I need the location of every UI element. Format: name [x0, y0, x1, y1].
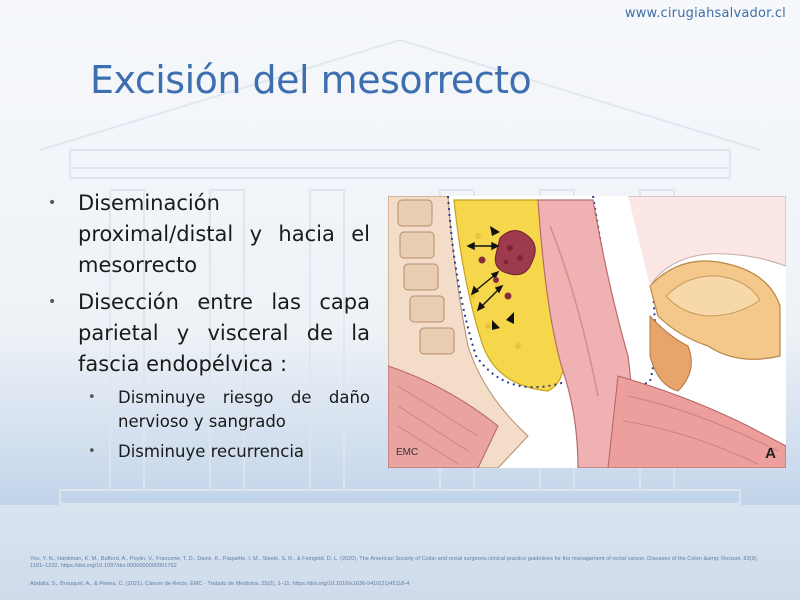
bullet-dot-icon: •	[88, 444, 96, 459]
bullet-dot-icon: •	[48, 294, 57, 310]
mesorectum-illustration	[388, 196, 786, 468]
sub-bullet-item	[44, 386, 370, 434]
bullet-item	[44, 188, 370, 281]
figure-panel-label: A	[765, 445, 776, 462]
bullet-text: Diseminación proximal/distal y hacia el mesorrecto	[78, 191, 370, 277]
emc-logo: EMC	[396, 447, 419, 458]
anatomy-figure	[388, 196, 786, 468]
sub-bullet-item	[44, 440, 370, 464]
reference-item: Abdalla, S., Brouquet, A., & Penna, C. (2021). Cáncer de Recto. EMC - Tratado de Medicina, 25(2), 1–11. https://doi.org/10.1016/s1636-5410(21)45118-4	[30, 581, 410, 587]
bullet-dot-icon: •	[88, 390, 96, 405]
references	[30, 556, 770, 599]
sub-bullet-text: Disminuye riesgo de daño nervioso y sangrado	[118, 388, 370, 431]
bullet-item	[44, 287, 370, 380]
slide-content	[44, 188, 370, 470]
bullet-text: Disección entre las capa parietal y visceral de la fascia endopélvica :	[78, 290, 370, 376]
reference-item: You, Y. N., Hardiman, K. M., Bafford, A., Poylin, V., Francone, T. D., Davis, K., Paquette, I. M., Steele, S. R., & Feingold, D. L. (2020). The American Society of Colon and rectal surgeons clinical practice guidelines for the management of rectal cancer. Diseases of the Colon &amp; Rectum, 63(9), 1191–1222. https://doi.org/10.1097/dcr.0000000000001762	[30, 556, 759, 569]
bullet-dot-icon: •	[48, 195, 57, 211]
sub-bullet-text: Disminuye recurrencia	[118, 442, 305, 461]
site-url: www.cirugiahsalvador.cl	[624, 6, 786, 21]
slide-title: Excisión del mesorrecto	[90, 58, 532, 102]
